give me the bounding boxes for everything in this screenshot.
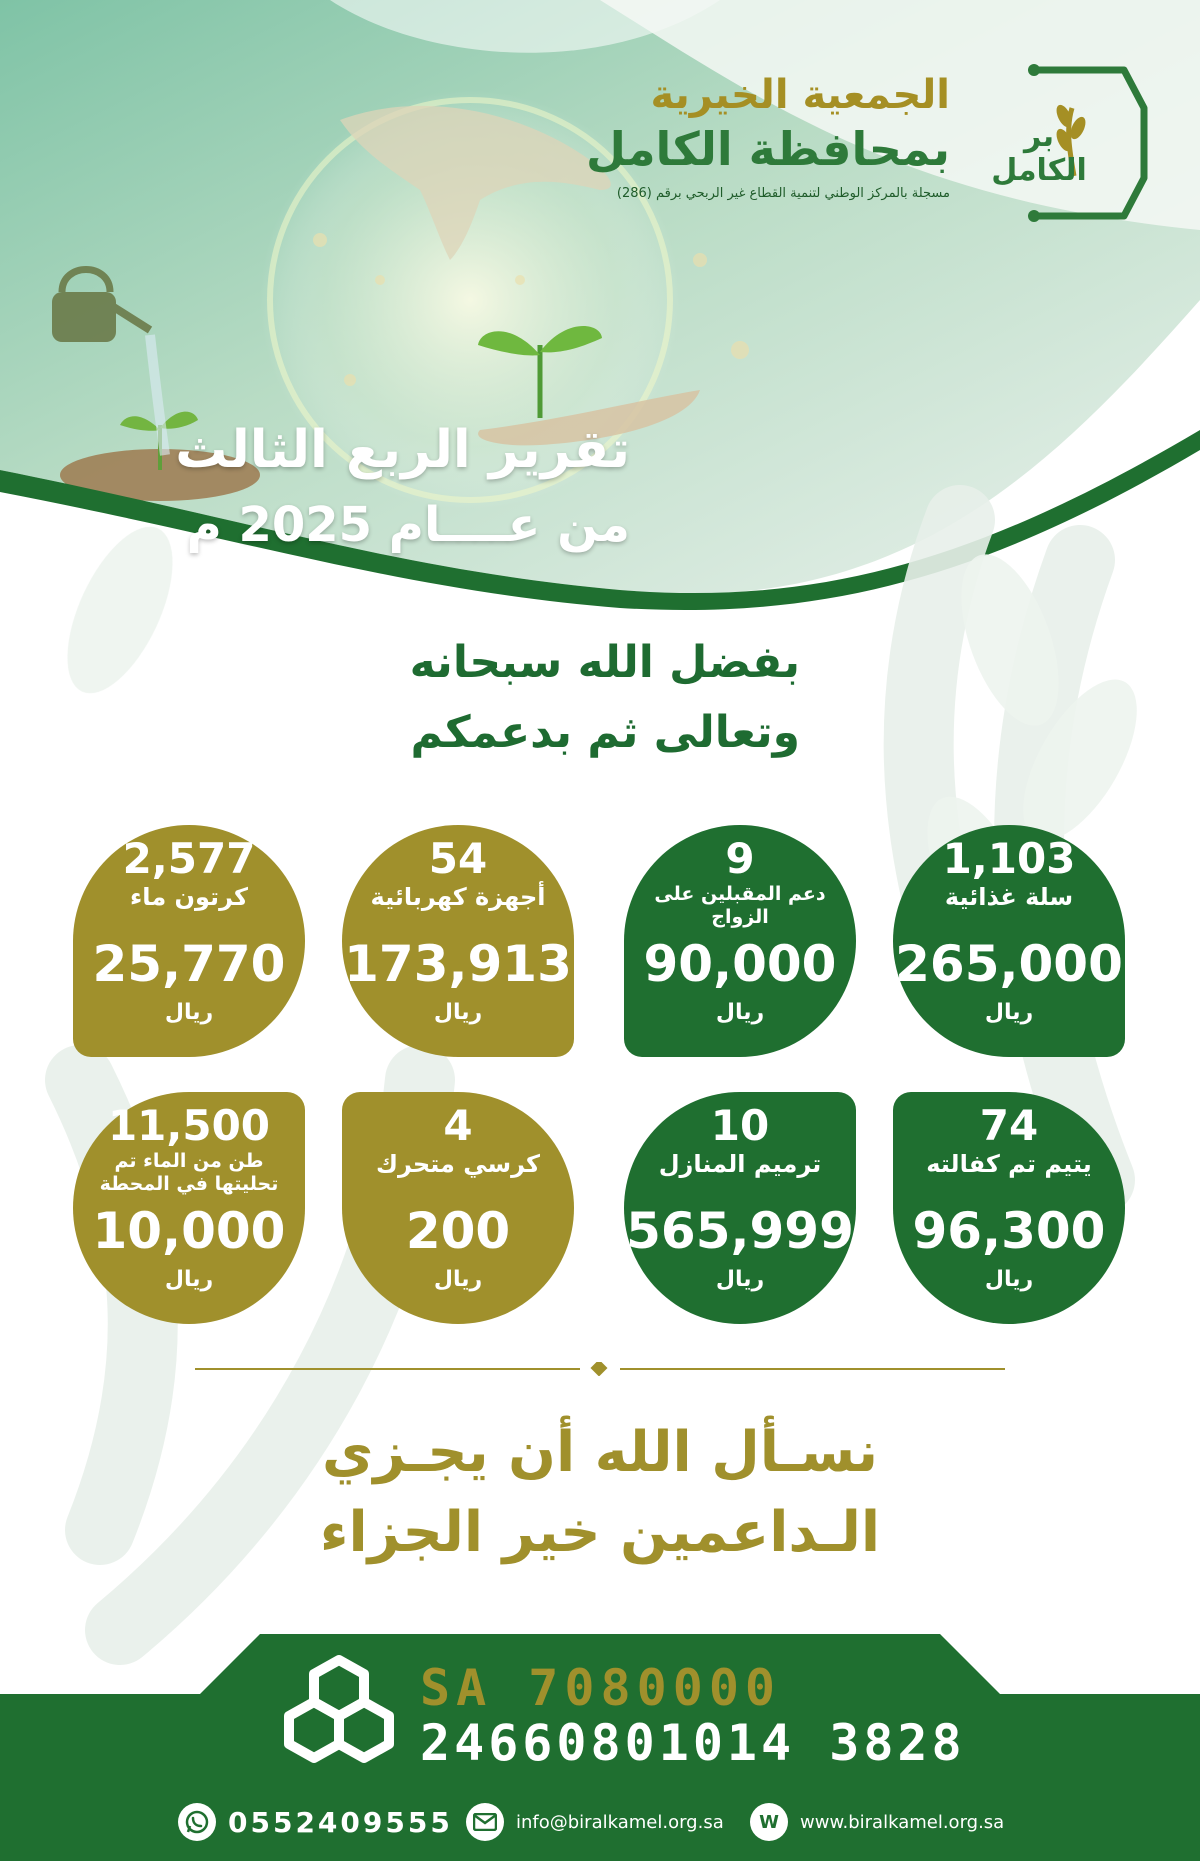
prayer-line2: الـداعمين خير الجزاء — [319, 1500, 881, 1565]
stat-tile-water-cartons — [73, 825, 305, 1057]
stat-count: 10 — [710, 1101, 770, 1150]
contact-email[interactable] — [466, 1802, 724, 1842]
organization-name-line2: بمحافظة الكامل — [586, 122, 950, 176]
thanks-line2: وتعالى ثم بدعمكم — [410, 707, 800, 758]
stat-amount: 200 — [405, 1202, 511, 1260]
stat-label: دعم المقبلين على الزواج — [654, 883, 826, 928]
logo-text: بر الكامل — [991, 119, 1087, 188]
organization-name-line1: الجمعية الخيرية — [650, 72, 950, 118]
stat-currency: ريال — [433, 1000, 483, 1025]
stat-amount: 96,300 — [912, 1202, 1106, 1260]
prayer-line1: نسـأل الله أن يجـزي — [322, 1420, 878, 1485]
phone-number: 0552409555 — [228, 1805, 453, 1839]
stat-count: 9 — [725, 834, 755, 883]
iban-line1: SA 7080000 — [420, 1659, 782, 1717]
stat-amount: 25,770 — [92, 935, 286, 993]
stat-label: كرسي متحرك — [375, 1150, 540, 1178]
stat-currency: ريال — [715, 1267, 765, 1292]
website-icon — [750, 1803, 788, 1841]
stat-count: 2,577 — [122, 834, 256, 883]
stat-label: طن من الماء تم تحليتها في المحطة — [99, 1150, 279, 1195]
stat-count: 1,103 — [942, 834, 1076, 883]
stat-currency: ريال — [164, 1000, 214, 1025]
stat-label: كرتون ماء — [130, 883, 248, 911]
organization-registration: مسجلة بالمركز الوطني لتنمية القطاع غير الربحي برقم (286) — [616, 186, 950, 201]
thanks-line1: بفضل الله سبحانه — [409, 637, 800, 688]
stat-label: سلة غذائية — [944, 883, 1074, 911]
stat-count: 4 — [443, 1101, 473, 1150]
stat-tile-desalinated-water — [73, 1092, 305, 1324]
section-divider — [195, 1362, 1005, 1376]
email-icon — [466, 1803, 504, 1841]
stat-label: أجهزة كهربائية — [370, 883, 546, 911]
report-title-line2: من عــــام 2025 م — [186, 497, 630, 553]
stat-tile-marriage-support — [624, 825, 856, 1057]
stat-amount: 173,913 — [344, 935, 572, 993]
stat-currency: ريال — [164, 1267, 214, 1292]
stat-currency: ريال — [433, 1267, 483, 1292]
stat-tile-orphan-sponsorship — [893, 1092, 1125, 1324]
stat-currency: ريال — [984, 1000, 1034, 1025]
website-icon-letter: W — [759, 1811, 779, 1833]
email-address: info@biralkamel.org.sa — [516, 1811, 724, 1833]
stat-tile-wheelchairs — [342, 1092, 574, 1324]
website-url: www.biralkamel.org.sa — [800, 1811, 1005, 1833]
stat-count: 54 — [428, 834, 488, 883]
stat-tile-home-renovation — [624, 1092, 856, 1324]
report-title-line1: تقرير الربع الثالث — [175, 420, 630, 480]
stat-amount: 265,000 — [895, 935, 1123, 993]
stat-amount: 565,999 — [626, 1202, 854, 1260]
contact-website[interactable] — [750, 1802, 1004, 1842]
iban-line2: 24660801014 3828 — [420, 1714, 966, 1772]
bank-logo-icon — [280, 1652, 398, 1770]
stat-tile-electrical-appliances — [342, 825, 574, 1057]
stat-currency: ريال — [984, 1267, 1034, 1292]
stat-amount: 10,000 — [92, 1202, 286, 1260]
stat-tile-food-baskets — [893, 825, 1125, 1057]
stat-label: يتيم تم كفالته — [926, 1150, 1092, 1178]
stat-currency: ريال — [715, 1000, 765, 1025]
stat-label: ترميم المنازل — [658, 1150, 822, 1178]
stat-amount: 90,000 — [643, 935, 837, 993]
contact-phone[interactable] — [178, 1802, 453, 1842]
stat-count: 11,500 — [107, 1101, 271, 1150]
stat-count: 74 — [979, 1101, 1039, 1150]
whatsapp-icon — [178, 1803, 216, 1841]
